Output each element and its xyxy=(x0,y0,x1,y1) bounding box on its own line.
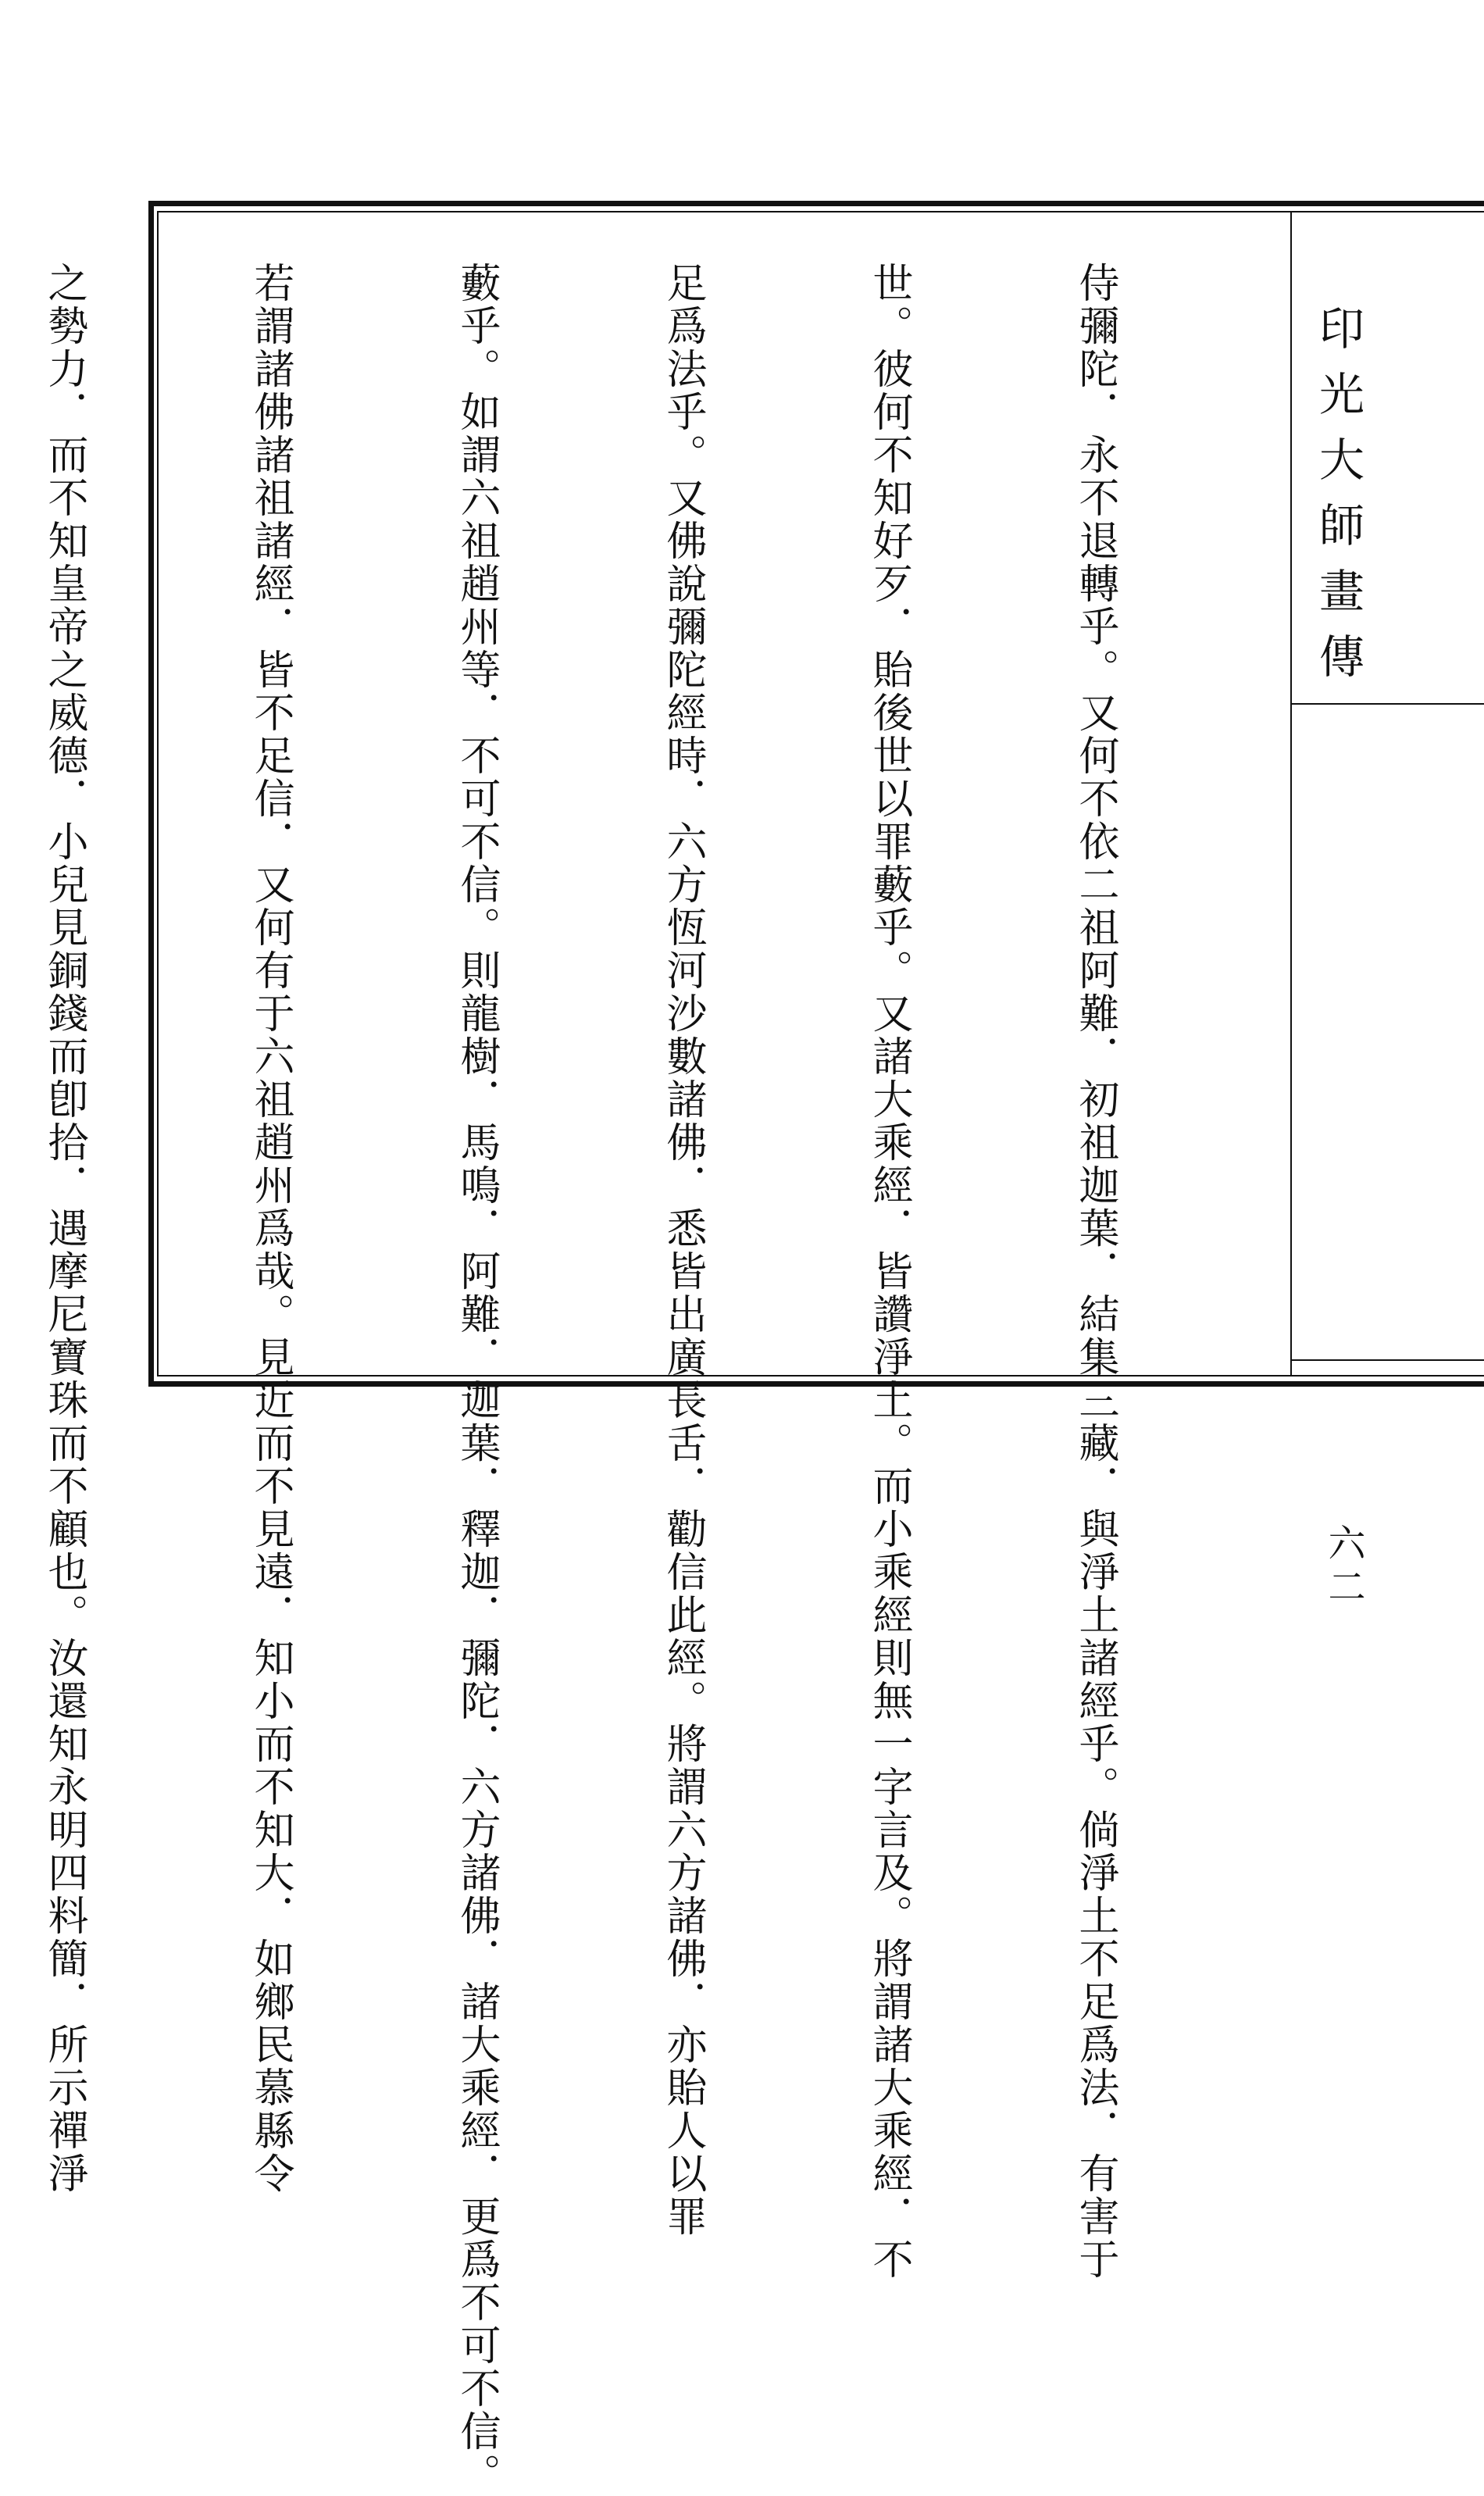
text-column: 侍彌陀．永不退轉乎。又何不依二祖阿難．初祖迦葉．結集三藏．與淨土諸經乎。倘淨土不足爲法．有害于 xyxy=(1072,262,1118,2281)
margin-divider-lower xyxy=(1292,1359,1484,1361)
page-number: 六二 xyxy=(1322,1523,1365,1611)
text-column: 世。彼何不知好歹．貽後世以罪藪乎。又諸大乘經．皆讚淨土。而小乘經則無一字言及。將謂諸大乘經．不 xyxy=(865,262,912,2281)
margin-divider-upper xyxy=(1292,703,1484,705)
text-column: 之勢力．而不知皇帝之威德．小兒見銅錢而卽拾．遇摩尼寶珠而不顧也。汝還知永明四料簡．所示禪淨 xyxy=(41,262,87,2195)
text-column: 足爲法乎。又佛說彌陀經時．六方恆河沙數諸佛．悉皆出廣長舌．勸信此經。將謂六方諸佛．亦貽人以罪 xyxy=(659,262,706,2238)
margin-rule xyxy=(1290,212,1292,1375)
text-column: 若謂諸佛諸祖諸經．皆不足信．又何有于六祖趙州爲哉。見近而不見遠．知小而不知大．如鄉民慕縣令 xyxy=(247,262,294,2195)
text-body xyxy=(41,262,1267,2496)
text-column: 藪乎。如謂六祖趙州等．不可不信。則龍樹．馬鳴．阿難．迦葉．釋迦．彌陀．六方諸佛．諸大乘經．更爲不可不信。 xyxy=(453,262,500,2496)
book-title: 印光大師畫傳 xyxy=(1311,305,1364,698)
